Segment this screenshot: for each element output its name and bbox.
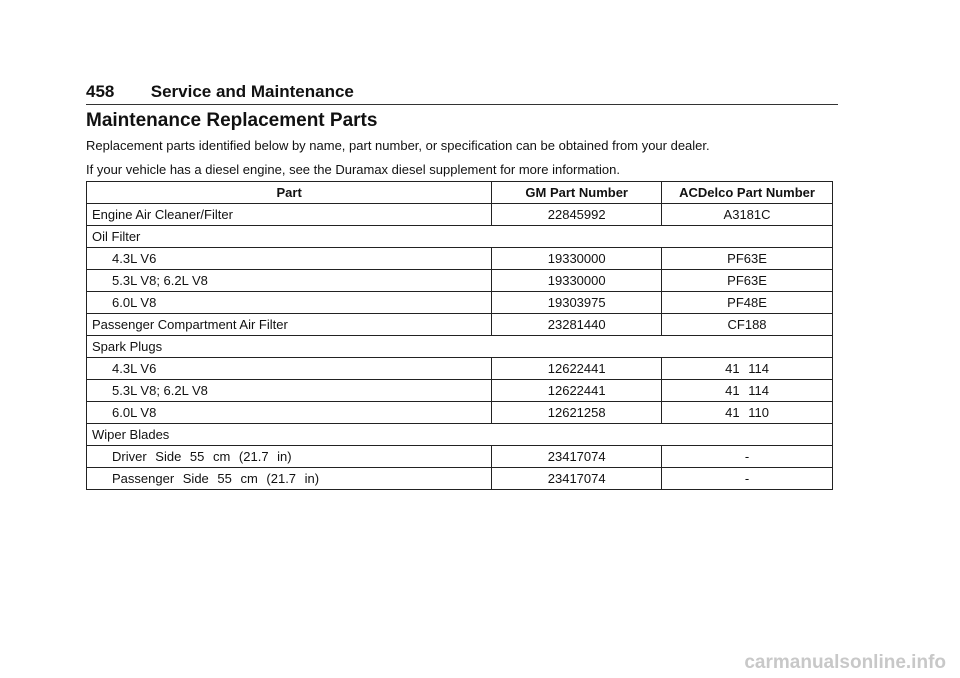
gm-cell: 12622441	[492, 358, 662, 380]
gm-cell: 23417074	[492, 446, 662, 468]
table-group-row	[87, 424, 833, 446]
intro-paragraph: Replacement parts identified below by name, part number, or specification can be obtained from your dealer.	[86, 138, 710, 153]
part-cell: Driver Side 55 cm (21.7 in)	[87, 446, 492, 468]
page-number: 458	[86, 82, 115, 101]
acdelco-cell: A3181C	[662, 204, 833, 226]
page-header	[86, 82, 838, 105]
diesel-note-paragraph: If your vehicle has a diesel engine, see the Duramax diesel supplement for more information.	[86, 162, 621, 177]
part-cell: Engine Air Cleaner/Filter	[87, 204, 492, 226]
table-group-row	[87, 226, 833, 248]
part-cell: 5.3L V8; 6.2L V8	[87, 270, 492, 292]
table-row	[87, 314, 833, 336]
parts-table	[86, 181, 833, 490]
gm-cell: 22845992	[492, 204, 662, 226]
part-cell: Passenger Side 55 cm (21.7 in)	[87, 468, 492, 490]
gm-cell: 19330000	[492, 270, 662, 292]
header-part: Part	[87, 182, 492, 204]
acdelco-cell: -	[662, 446, 833, 468]
header-acdelco-part-number: ACDelco Part Number	[662, 182, 833, 204]
group-cell: Spark Plugs	[87, 336, 833, 358]
acdelco-cell: PF48E	[662, 292, 833, 314]
gm-cell: 12622441	[492, 380, 662, 402]
acdelco-cell: 41 114	[662, 380, 833, 402]
table-row	[87, 292, 833, 314]
part-cell: 4.3L V6	[87, 248, 492, 270]
table-row	[87, 270, 833, 292]
gm-cell: 19330000	[492, 248, 662, 270]
table-header-row	[87, 182, 833, 204]
acdelco-cell: CF188	[662, 314, 833, 336]
table-row	[87, 380, 833, 402]
part-cell: 5.3L V8; 6.2L V8	[87, 380, 492, 402]
group-cell: Wiper Blades	[87, 424, 833, 446]
acdelco-cell: PF63E	[662, 270, 833, 292]
part-cell: 6.0L V8	[87, 402, 492, 424]
gm-cell: 23417074	[492, 468, 662, 490]
part-cell: Passenger Compartment Air Filter	[87, 314, 492, 336]
gm-cell: 12621258	[492, 402, 662, 424]
page-title: Maintenance Replacement Parts	[86, 110, 378, 131]
part-cell: 4.3L V6	[87, 358, 492, 380]
acdelco-cell: 41 114	[662, 358, 833, 380]
part-cell: 6.0L V8	[87, 292, 492, 314]
table-row	[87, 204, 833, 226]
watermark: carmanualsonline.info	[744, 652, 946, 673]
group-cell: Oil Filter	[87, 226, 833, 248]
acdelco-cell: 41 110	[662, 402, 833, 424]
table-row	[87, 402, 833, 424]
acdelco-cell: -	[662, 468, 833, 490]
gm-cell: 23281440	[492, 314, 662, 336]
section-title: Service and Maintenance	[150, 82, 354, 101]
table-row	[87, 358, 833, 380]
gm-cell: 19303975	[492, 292, 662, 314]
table-row	[87, 248, 833, 270]
table-row	[87, 446, 833, 468]
table-row	[87, 468, 833, 490]
acdelco-cell: PF63E	[662, 248, 833, 270]
table-group-row	[87, 336, 833, 358]
header-gm-part-number: GM Part Number	[492, 182, 662, 204]
